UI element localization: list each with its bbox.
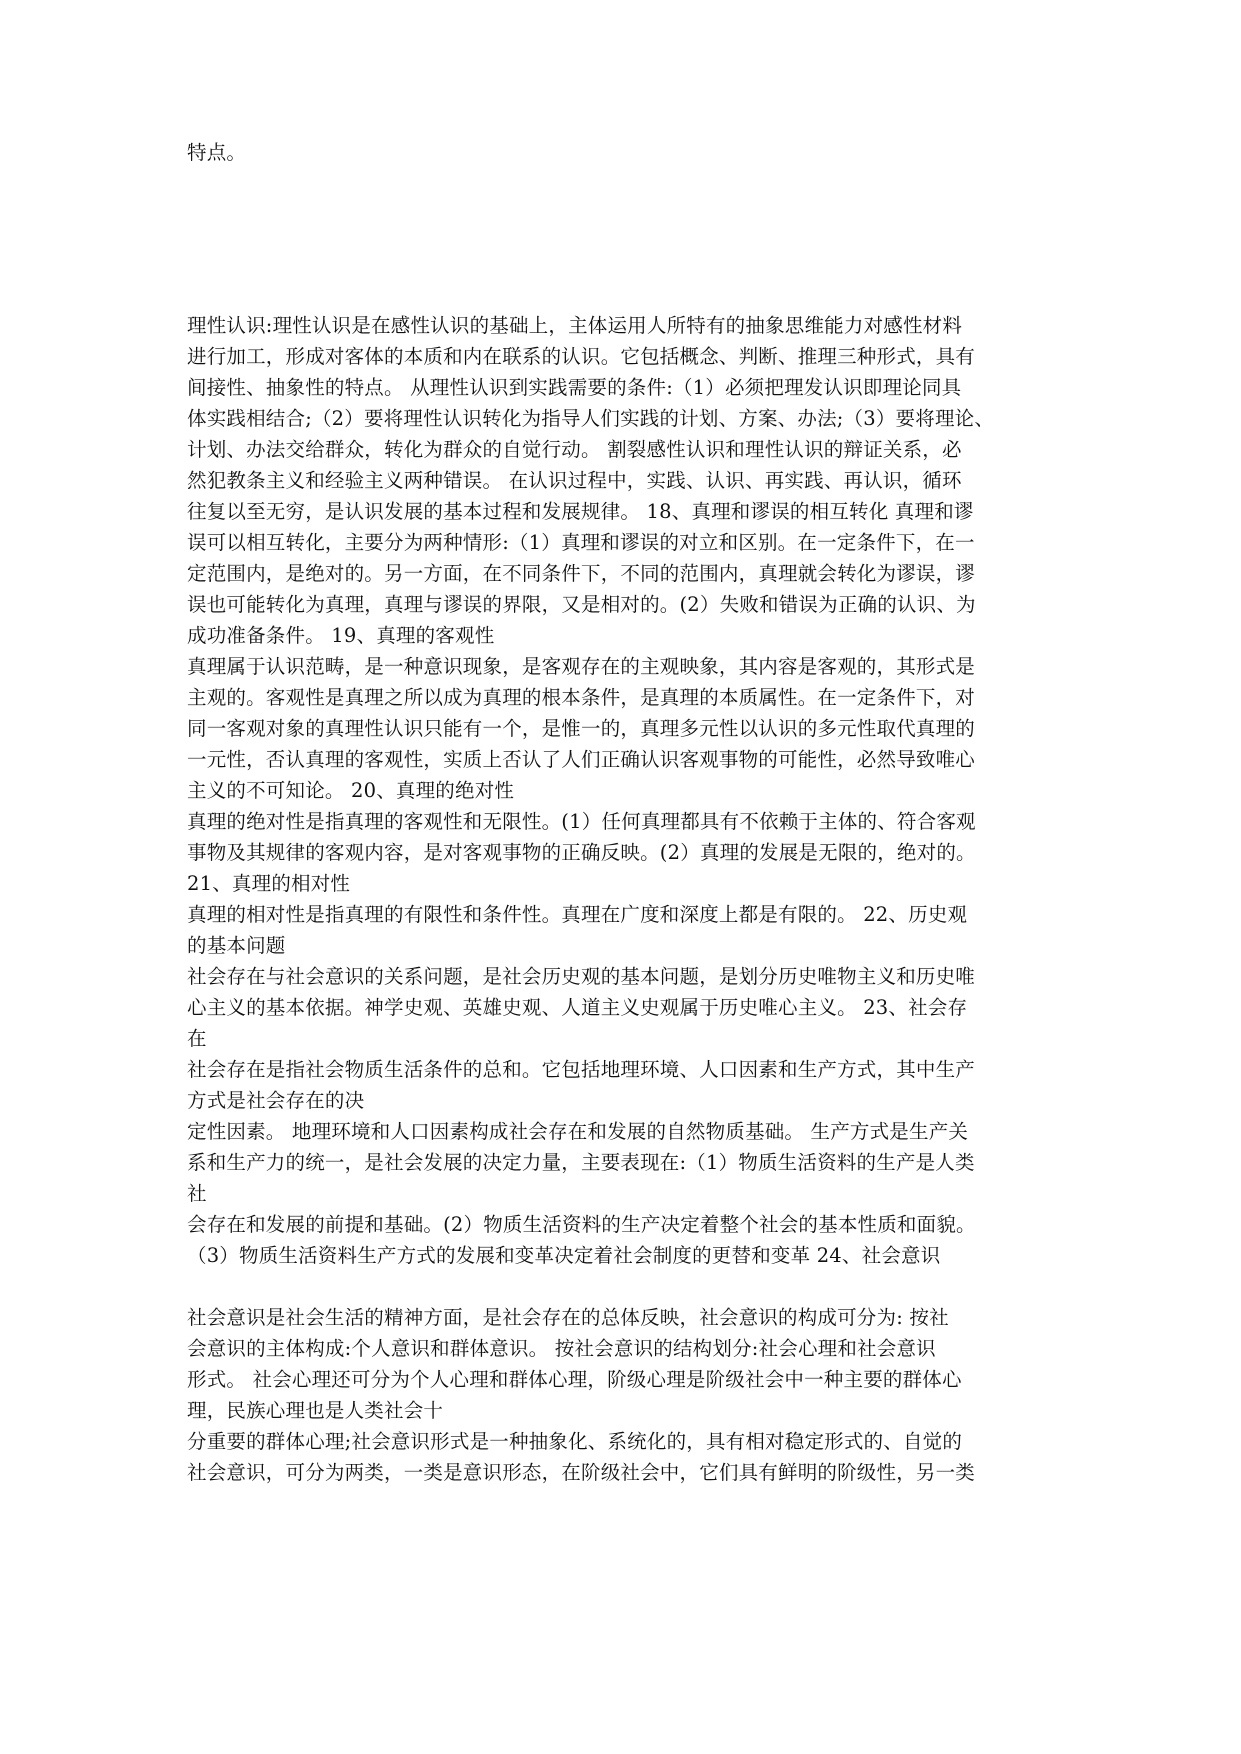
text-line: 成功准备条件。 19、真理的客观性 — [187, 624, 495, 647]
text-line: 往复以至无穷，是认识发展的基本过程和发展规律。 18、真理和谬误的相互转化 真理和谬 — [187, 500, 974, 523]
text-line: 系和生产力的统一，是社会发展的决定力量，主要表现在:（1）物质生活资料的生产是人类 — [187, 1151, 975, 1174]
text-line: 特点。 — [187, 141, 247, 164]
text-line: 计划、办法交给群众，转化为群众的自觉行动。 割裂感性认识和理性认识的辩证关系，必 — [187, 438, 962, 461]
text-line: 定范围内，是绝对的。另一方面，在不同条件下，不同的范围内，真理就会转化为谬误，谬 — [187, 562, 976, 585]
text-line: 真理的相对性是指真理的有限性和条件性。真理在广度和深度上都是有限的。 22、历史观 — [187, 903, 968, 926]
text-line: 主义的不可知论。 20、真理的绝对性 — [187, 779, 515, 802]
text-line: 社会存在与社会意识的关系问题，是社会历史观的基本问题，是划分历史唯物主义和历史唯 — [187, 965, 976, 988]
text-line: 的基本问题 — [187, 934, 286, 957]
text-line: （3）物质生活资料生产方式的发展和变革决定着社会制度的更替和变革 24、社会意识 — [187, 1244, 941, 1267]
text-line: 真理的绝对性是指真理的客观性和无限性。(1）任何真理都具有不依赖于主体的、符合客观 — [187, 810, 976, 833]
text-line: 理，民族心理也是人类社会十 — [187, 1399, 444, 1422]
text-line: 会意识的主体构成:个人意识和群体意识。 按社会意识的结构划分:社会心理和社会意识 — [187, 1337, 936, 1360]
text-line: 然犯教条主义和经验主义两种错误。 在认识过程中，实践、认识、再实践、再认识，循环 — [187, 469, 962, 492]
text-line: 社 — [187, 1182, 207, 1205]
text-line: 体实践相结合;（2）要将理性认识转化为指导人们实践的计划、方案、办法;（3）要将理论、 — [187, 407, 995, 430]
text-line: 事物及其规律的客观内容，是对客观事物的正确反映。(2）真理的发展是无限的，绝对的。 — [187, 841, 976, 864]
text-line: 社会存在是指社会物质生活条件的总和。它包括地理环境、人口因素和生产方式，其中生产 — [187, 1058, 976, 1081]
text-line: 误也可能转化为真理，真理与谬误的界限，又是相对的。(2）失败和错误为正确的认识、为 — [187, 593, 976, 616]
text-line: 在 — [187, 1027, 207, 1050]
text-line: 心主义的基本依据。神学史观、英雄史观、人道主义史观属于历史唯心主义。 23、社会存 — [187, 996, 968, 1019]
text-line: 形式。 社会心理还可分为个人心理和群体心理，阶级心理是阶级社会中一种主要的群体心 — [187, 1368, 962, 1391]
text-line: 真理属于认识范畴，是一种意识现象，是客观存在的主观映象，其内容是客观的，其形式是 — [187, 655, 976, 678]
text-line: 进行加工，形成对客体的本质和内在联系的认识。它包括概念、判断、推理三种形式，具有 — [187, 345, 976, 368]
text-line: 误可以相互转化，主要分为两种情形:（1）真理和谬误的对立和区别。在一定条件下，在一 — [187, 531, 975, 554]
text-line: 理性认识:理性认识是在感性认识的基础上，主体运用人所特有的抽象思维能力对感性材料 — [187, 314, 963, 337]
text-line: 定性因素。 地理环境和人口因素构成社会存在和发展的自然物质基础。 生产方式是生产关 — [187, 1120, 969, 1143]
text-line: 分重要的群体心理;社会意识形式是一种抽象化、系统化的，具有相对稳定形式的、自觉的 — [187, 1430, 963, 1453]
text-line: 间接性、抽象性的特点。 从理性认识到实践需要的条件:（1）必须把理发认识即理论同具 — [187, 376, 962, 399]
text-line: 社会意识是社会生活的精神方面，是社会存在的总体反映，社会意识的构成可分为: 按社 — [187, 1306, 949, 1329]
text-line: 21、真理的相对性 — [187, 872, 351, 895]
text-line: 方式是社会存在的决 — [187, 1089, 365, 1112]
text-line: 会存在和发展的前提和基础。(2）物质生活资料的生产决定着整个社会的基本性质和面貌。 — [187, 1213, 976, 1236]
text-line: 同一客观对象的真理性认识只能有一个，是惟一的，真理多元性以认识的多元性取代真理的 — [187, 717, 976, 740]
text-line: 一元性，否认真理的客观性，实质上否认了人们正确认识客观事物的可能性，必然导致唯心 — [187, 748, 976, 771]
text-line: 社会意识，可分为两类，一类是意识形态，在阶级社会中，它们具有鲜明的阶级性，另一类 — [187, 1461, 976, 1484]
text-line: 主观的。客观性是真理之所以成为真理的根本条件，是真理的本质属性。在一定条件下，对 — [187, 686, 976, 709]
